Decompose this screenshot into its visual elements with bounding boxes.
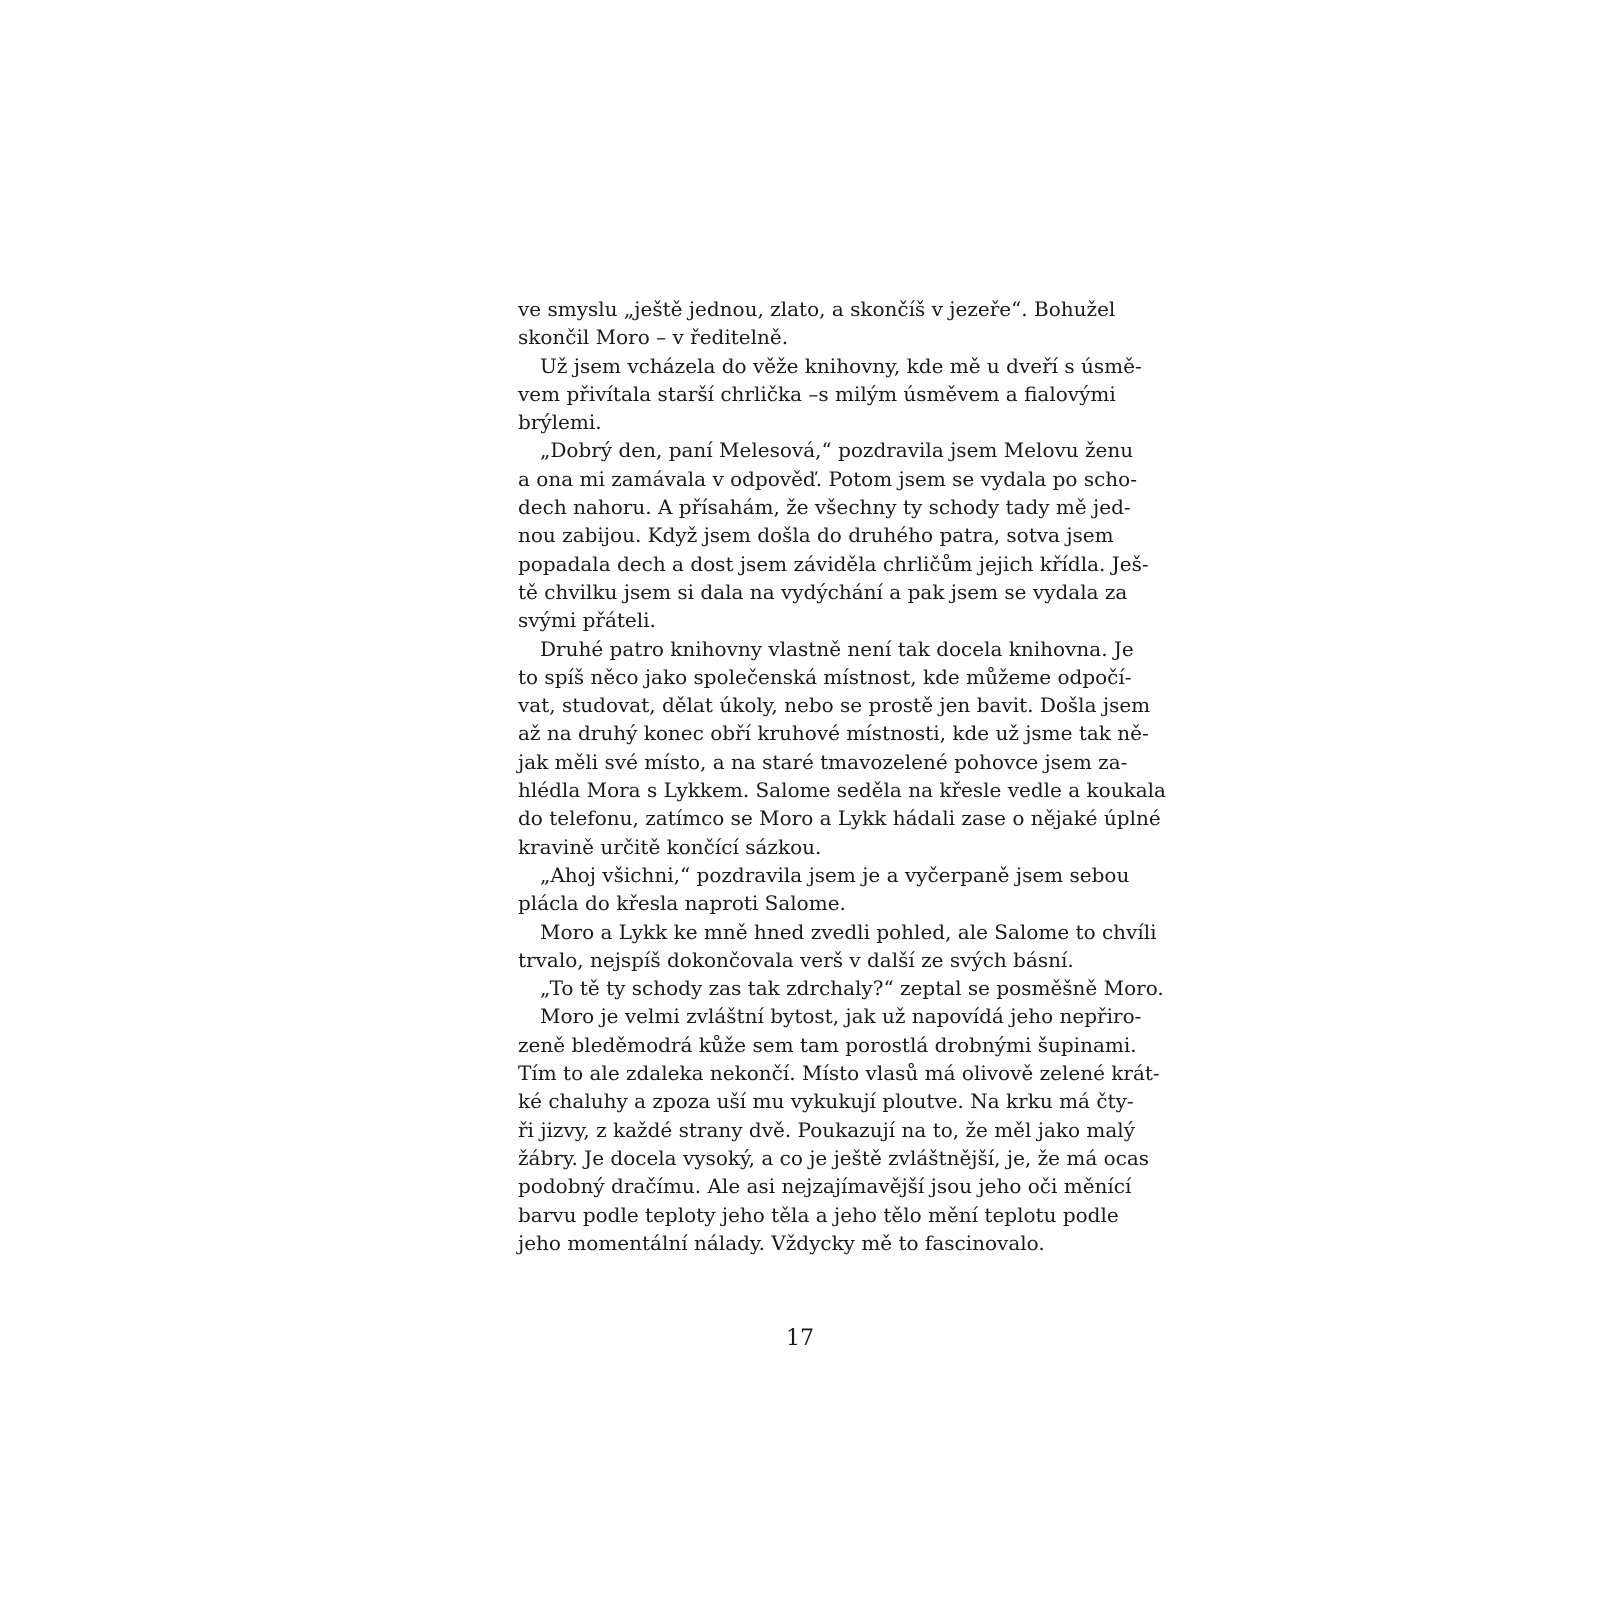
text-line: až na druhý konec obří kruhové místnosti, kde už jsme tak ně- xyxy=(518,721,1149,746)
text-line: Moro a Lykk ke mně hned zvedli pohled, ale Salome to chvíli xyxy=(540,919,1157,944)
text-line: vat, studovat, dělat úkoly, nebo se prostě jen bavit. Došla jsem xyxy=(518,693,1151,718)
text-line: „Dobrý den, paní Melesová,“ pozdravila jsem Melovu ženu xyxy=(540,438,1134,463)
text-line: do telefonu, zatímco se Moro a Lykk hádali zase o nějaké úplné xyxy=(518,806,1161,831)
text-line: vem přivítala starší chrlička –s milým úsměvem a fialovými xyxy=(518,381,1116,406)
page-number: 17 xyxy=(786,1326,814,1351)
text-line: a ona mi zamávala v odpověď. Potom jsem se vydala po scho- xyxy=(518,466,1137,491)
text-line: nou zabijou. Když jsem došla do druhého patra, sotva jsem xyxy=(518,523,1114,548)
text-line: ři jizvy, z každé strany dvě. Poukazují na to, že měl jako malý xyxy=(518,1117,1136,1142)
text-line: dech nahoru. A přísahám, že všechny ty schody tady mě jed- xyxy=(518,495,1131,520)
text-line: barvu podle teploty jeho těla a jeho tělo mění teplotu podle xyxy=(518,1202,1119,1227)
text-line: tě chvilku jsem si dala na vydýchání a pak jsem se vydala za xyxy=(518,579,1128,604)
text-line: zeně bleděmodrá kůže sem tam porostlá drobnými šupinami. xyxy=(518,1032,1137,1057)
text-line: ve smyslu „ještě jednou, zlato, a skončíš v jezeře“. Bohužel xyxy=(518,297,1116,321)
text-line: jak měli své místo, a na staré tmavozelené pohovce jsem za- xyxy=(518,749,1128,774)
text-line: plácla do křesla naproti Salome. xyxy=(518,891,846,916)
text-line: Už jsem vcházela do věže knihovny, kde mě u dveří s úsmě- xyxy=(540,353,1142,378)
text-line: Druhé patro knihovny vlastně není tak docela knihovna. Je xyxy=(540,636,1134,661)
text-line: ké chaluhy a zpoza uší mu vykukují ploutve. Na krku má čty- xyxy=(518,1089,1134,1114)
text-line: Moro je velmi zvláštní bytost, jak už napovídá jeho nepřiro- xyxy=(540,1004,1142,1029)
text-line: „Ahoj všichni,“ pozdravila jsem je a vyčerpaně jsem sebou xyxy=(540,862,1130,887)
text-line: „To tě ty schody zas tak zdrchaly?“ zeptal se posměšně Moro. xyxy=(540,976,1164,1001)
text-line: brýlemi. xyxy=(518,410,602,435)
text-line: Tím to ale zdaleka nekončí. Místo vlasů má olivově zelené krát- xyxy=(518,1061,1160,1086)
text-line: hlédla Mora s Lykkem. Salome seděla na křesle vedle a koukala xyxy=(518,778,1166,803)
text-line: svými přáteli. xyxy=(518,608,656,633)
text-line: popadala dech a dost jsem záviděla chrličům jejich křídla. Ješ- xyxy=(518,551,1149,576)
text-line: žábry. Je docela vysoký, a co je ještě zvláštnější, je, že má ocas xyxy=(518,1145,1150,1170)
text-line: jeho momentální nálady. Vždycky mě to fascinovalo. xyxy=(518,1230,1045,1255)
text-line: podobný dračímu. Ale asi nejzajímavější jsou jeho oči měnící xyxy=(518,1174,1132,1199)
text-line: kravině určitě končící sázkou. xyxy=(518,834,822,859)
text-line: skončil Moro – v ředitelně. xyxy=(518,325,789,350)
text-line: to spíš něco jako společenská místnost, kde můžeme odpočí- xyxy=(518,664,1132,689)
text-line: trvalo, nejspíš dokončovala verš v další ze svých básní. xyxy=(518,947,1074,972)
body-text xyxy=(518,295,1166,1257)
